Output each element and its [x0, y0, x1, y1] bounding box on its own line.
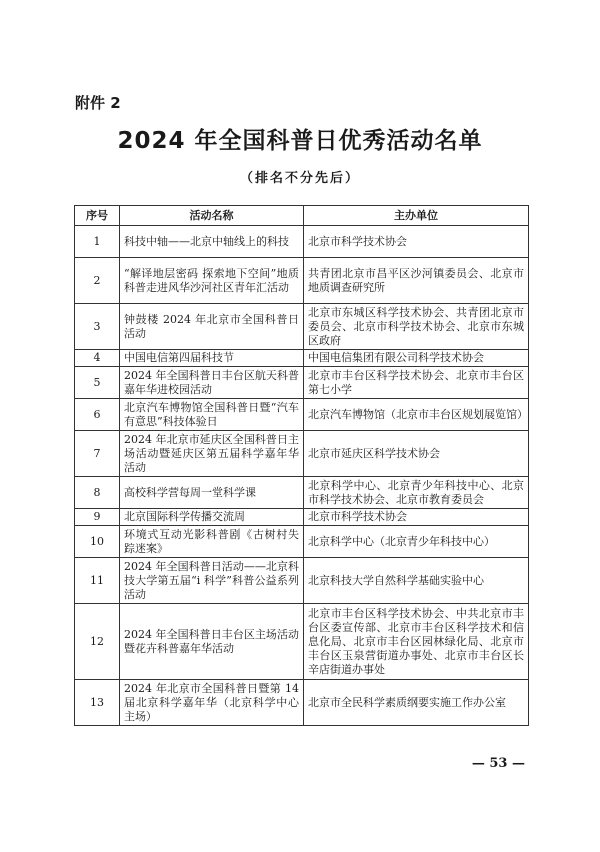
attachment-label: 附件 2 — [75, 94, 121, 112]
table-row — [75, 604, 529, 680]
row-number: 11 — [75, 558, 120, 604]
page-subtitle: （排名不分先后） — [239, 171, 360, 186]
table-row — [75, 526, 529, 558]
organizer: 北京科学中心、北京青少年科技中心、北京市科学技术协会、北京市教育委员会 — [304, 477, 529, 509]
table-row — [75, 367, 529, 399]
organizer: 北京市科学技术协会 — [304, 226, 529, 258]
organizer: 北京汽车博物馆（北京市丰台区规划展览馆） — [304, 399, 529, 431]
column-header-number: 序号 — [75, 206, 120, 226]
row-number: 5 — [75, 367, 120, 399]
table-row — [75, 304, 529, 350]
table-row — [75, 350, 529, 367]
page-number: — 53 — — [471, 756, 525, 771]
activity-name: 高校科学营每周一堂科学课 — [120, 477, 304, 509]
row-number: 6 — [75, 399, 120, 431]
row-number: 1 — [75, 226, 120, 258]
table-row — [75, 399, 529, 431]
row-number: 10 — [75, 526, 120, 558]
activity-name: 北京国际科学传播交流周 — [120, 509, 304, 526]
activity-name: 2024 年北京市全国科普日暨第 14 届北京科学嘉年华（北京科学中心主场） — [120, 680, 304, 726]
organizer: 北京市东城区科学技术协会、共青团北京市委员会、北京市科学技术协会、北京市东城区政府 — [304, 304, 529, 350]
row-number: 7 — [75, 431, 120, 477]
table-row — [75, 680, 529, 726]
table-row — [75, 558, 529, 604]
column-header-activity: 活动名称 — [120, 206, 304, 226]
activity-name: 2024 年全国科普日丰台区主场活动暨花卉科普嘉年华活动 — [120, 604, 304, 680]
row-number: 4 — [75, 350, 120, 367]
table-row — [75, 258, 529, 304]
activity-name: 科技中轴——北京中轴线上的科技 — [120, 226, 304, 258]
row-number: 2 — [75, 258, 120, 304]
activity-name: 2024 年全国科普日活动——北京科技大学第五届“i 科学”科普公益系列活动 — [120, 558, 304, 604]
organizer: 北京市丰台区科学技术协会、北京市丰台区第七小学 — [304, 367, 529, 399]
row-number: 13 — [75, 680, 120, 726]
organizer: 共青团北京市昌平区沙河镇委员会、北京市地质调查研究所 — [304, 258, 529, 304]
activity-name: 2024 年全国科普日丰台区航天科普嘉年华进校园活动 — [120, 367, 304, 399]
activity-name: “解译地层密码 探索地下空间”地质科普走进风华沙河社区青年汇活动 — [120, 258, 304, 304]
organizer: 北京市丰台区科学技术协会、中共北京市丰台区委宣传部、北京市丰台区科学技术和信息化局、北京市丰台区园林绿化局、北京市丰台区玉泉营街道办事处、北京市丰台区长辛店街道办事处 — [304, 604, 529, 680]
organizer: 北京市延庆区科学技术协会 — [304, 431, 529, 477]
activity-name: 2024 年北京市延庆区全国科普日主场活动暨延庆区第五届科学嘉年华活动 — [120, 431, 304, 477]
organizer: 北京市科学技术协会 — [304, 509, 529, 526]
organizer: 北京科学中心（北京青少年科技中心） — [304, 526, 529, 558]
activity-name: 钟鼓楼 2024 年北京市全国科普日活动 — [120, 304, 304, 350]
table-row — [75, 477, 529, 509]
activity-name: 环境式互动光影科普剧《古树村失踪迷案》 — [120, 526, 304, 558]
activity-name: 中国电信第四届科技节 — [120, 350, 304, 367]
row-number: 3 — [75, 304, 120, 350]
table-row — [75, 431, 529, 477]
table-row — [75, 509, 529, 526]
row-number: 8 — [75, 477, 120, 509]
row-number: 9 — [75, 509, 120, 526]
activity-name: 北京汽车博物馆全国科普日暨“汽车有意思”科技体验日 — [120, 399, 304, 431]
activity-table — [74, 205, 529, 726]
organizer: 中国电信集团有限公司科学技术协会 — [304, 350, 529, 367]
table-row — [75, 226, 529, 258]
row-number: 12 — [75, 604, 120, 680]
table-header-row — [75, 206, 529, 226]
page-title: 2024 年全国科普日优秀活动名单 — [117, 128, 483, 154]
organizer: 北京科技大学自然科学基础实验中心 — [304, 558, 529, 604]
organizer: 北京市全民科学素质纲要实施工作办公室 — [304, 680, 529, 726]
column-header-organizer: 主办单位 — [304, 206, 529, 226]
